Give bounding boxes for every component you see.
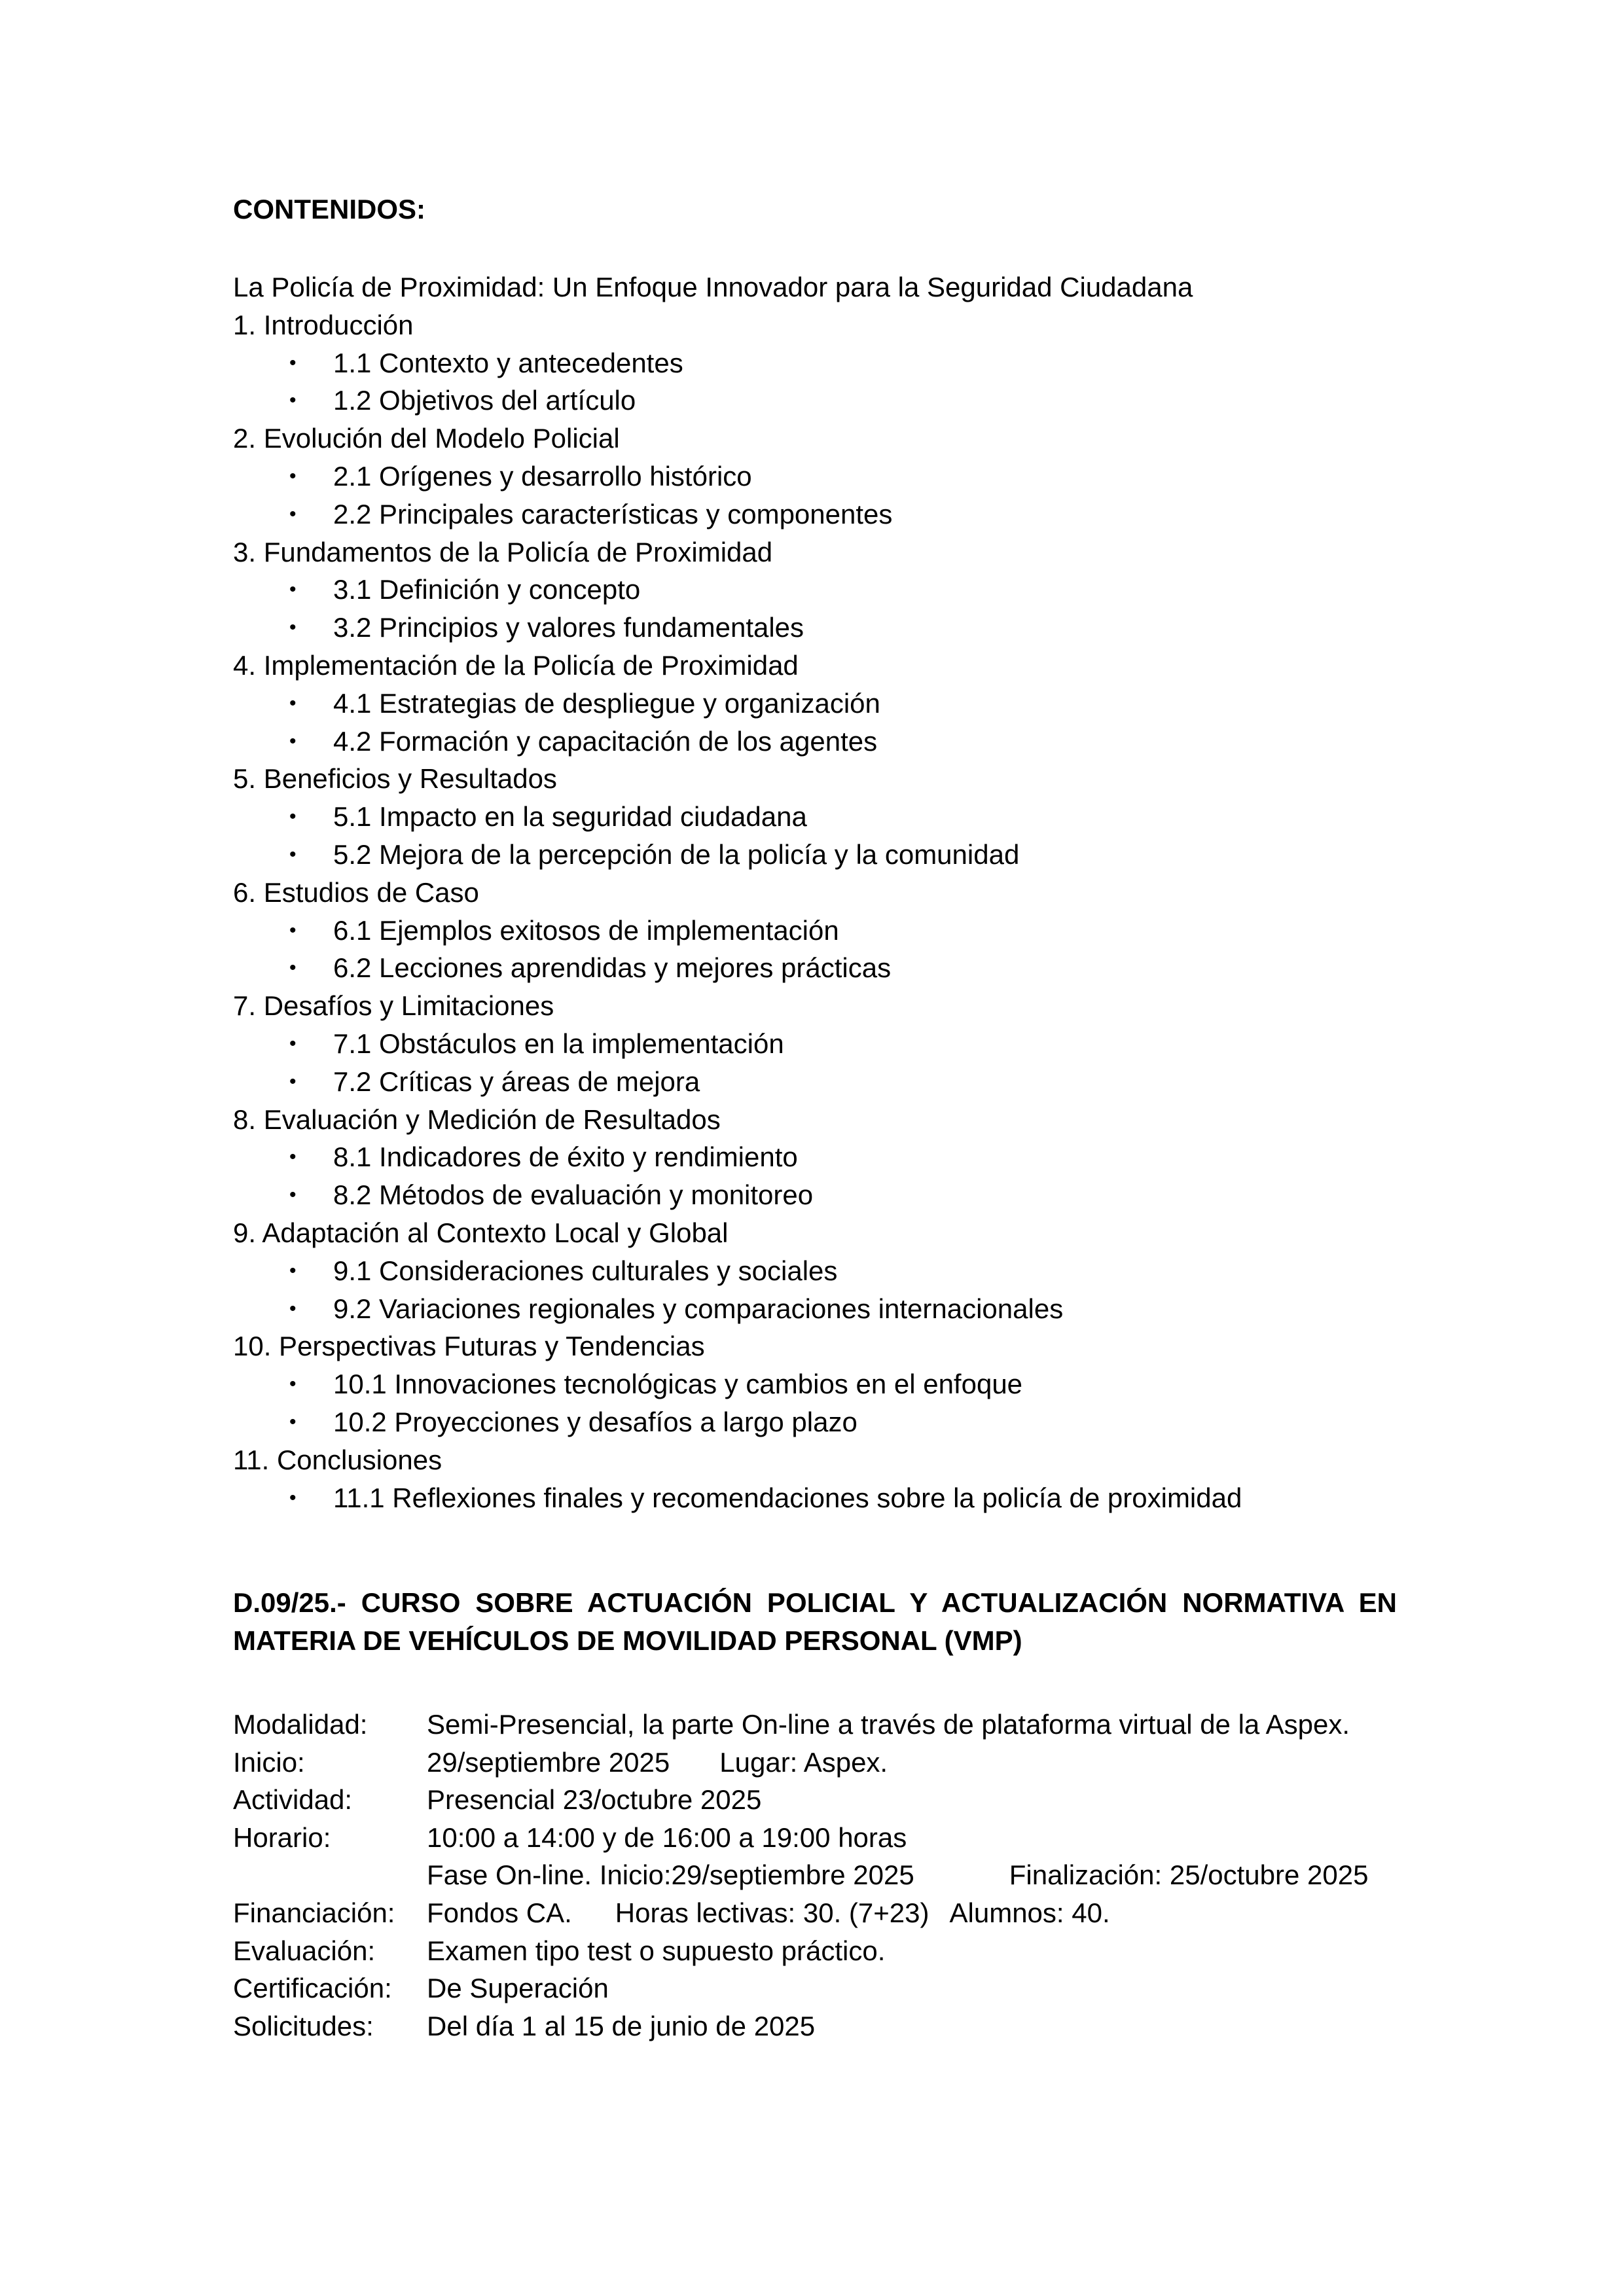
toc-list-item	[233, 1063, 1477, 1101]
bullet-icon: •	[289, 389, 297, 412]
toc-list-item	[233, 382, 1477, 420]
toc-section-title: 4. Implementación de la Policía de Proximidad	[233, 649, 799, 681]
bullet-icon: •	[289, 1259, 297, 1282]
bullet-icon: •	[289, 579, 297, 601]
toc-list-item	[233, 836, 1477, 874]
bullet-icon: •	[289, 692, 297, 714]
alumnos-value: Alumnos: 40.	[949, 1897, 1110, 1928]
actividad-value: Presencial 23/octubre 2025	[427, 1784, 762, 1816]
toc-section-title: 8. Evaluación y Medición de Resultados	[233, 1103, 721, 1135]
bullet-icon: •	[289, 1146, 297, 1168]
bullet-icon: •	[289, 617, 297, 639]
modalidad-value: Semi-Presencial, la parte On-line a través de plataforma virtual de la Aspex.	[427, 1709, 1350, 1740]
toc-list-item	[233, 912, 1477, 950]
solicitudes-label: Solicitudes:	[233, 2010, 374, 2041]
toc-section-title: 11. Conclusiones	[233, 1444, 442, 1475]
finalizacion-value: Finalización: 25/octubre 2025	[1009, 1859, 1369, 1891]
toc-section-title: 2. Evolución del Modelo Policial	[233, 423, 620, 454]
toc-section-title: 9. Adaptación al Contexto Local y Global	[233, 1217, 729, 1248]
detail-row-evaluacion	[233, 1932, 1368, 1970]
toc-list-item-label: 7.2 Críticas y áreas de mejora	[333, 1066, 700, 1097]
toc-list-item	[233, 1176, 1477, 1214]
certificacion-value: De Superación	[427, 1973, 609, 2004]
financiacion-value: Fondos CA.	[427, 1897, 572, 1928]
toc-list-item-label: 2.1 Orígenes y desarrollo histórico	[333, 460, 752, 492]
bullet-icon: •	[289, 1297, 297, 1319]
bullet-icon: •	[289, 1070, 297, 1092]
toc-list-item	[233, 798, 1477, 836]
bullet-icon: •	[289, 1184, 297, 1206]
toc-list-item-label: 4.1 Estrategias de despliegue y organización	[333, 687, 880, 719]
actividad-label: Actividad:	[233, 1784, 353, 1816]
table-of-contents	[233, 268, 1477, 1516]
bullet-icon: •	[289, 1486, 297, 1509]
evaluacion-label: Evaluación:	[233, 1935, 376, 1966]
toc-list-item	[233, 1138, 1477, 1176]
toc-list-item-label: 1.2 Objetivos del artículo	[333, 385, 636, 416]
toc-list-item	[233, 609, 1477, 647]
evaluacion-value: Examen tipo test o supuesto práctico.	[427, 1935, 886, 1966]
detail-row-solicitudes	[233, 2007, 1368, 2045]
toc-list-item-label: 5.2 Mejora de la percepción de la policía y la comunidad	[333, 838, 1020, 870]
toc-list-item-label: 5.1 Impacto en la seguridad ciudadana	[333, 801, 807, 833]
toc-list-item	[233, 1025, 1477, 1063]
detail-row-fase-online	[233, 1856, 1368, 1894]
certificacion-label: Certificación:	[233, 1973, 392, 2004]
toc-list-item	[233, 571, 1477, 609]
toc-list-item-label: 6.2 Lecciones aprendidas y mejores prácticas	[333, 952, 892, 984]
toc-list-item-label: 4.2 Formación y capacitación de los agentes	[333, 725, 878, 757]
detail-row-certificacion	[233, 1969, 1368, 2007]
toc-list-item-label: 9.1 Consideraciones culturales y sociales	[333, 1255, 838, 1286]
bullet-icon: •	[289, 957, 297, 979]
course-title: D.09/25.- CURSO SOBRE ACTUACIÓN POLICIAL Y ACTUALIZACIÓN NORMATIVA EN MATERIA DE VEHÍCULOS DE MOVILIDAD PERSONAL (VMP)	[233, 1587, 1397, 1656]
toc-list-item	[233, 949, 1477, 987]
toc-title: La Policía de Proximidad: Un Enfoque Innovador para la Seguridad Ciudadana	[233, 272, 1193, 302]
toc-list-item	[233, 723, 1477, 761]
bullet-icon: •	[289, 806, 297, 828]
inicio-label: Inicio:	[233, 1746, 305, 1778]
toc-section-title: 7. Desafíos y Limitaciones	[233, 990, 554, 1022]
detail-row-horario	[233, 1819, 1368, 1857]
bullet-icon: •	[289, 351, 297, 374]
detail-row-inicio	[233, 1744, 1368, 1782]
toc-list-item-label: 10.1 Innovaciones tecnológicas y cambios en el enfoque	[333, 1369, 1023, 1400]
financiacion-label: Financiación:	[233, 1897, 395, 1928]
toc-list-item	[233, 495, 1477, 533]
toc-list-item-label: 2.2 Principales características y componentes	[333, 498, 893, 529]
toc-list-item-label: 7.1 Obstáculos en la implementación	[333, 1028, 784, 1059]
bullet-icon: •	[289, 1410, 297, 1433]
toc-section-title: 1. Introducción	[233, 309, 414, 340]
toc-list-item	[233, 1479, 1477, 1517]
inicio-value: 29/septiembre 2025	[427, 1746, 670, 1778]
fase-online-value: Fase On-line. Inicio:29/septiembre 2025	[427, 1859, 914, 1891]
toc-list-item-label: 6.1 Ejemplos exitosos de implementación	[333, 914, 839, 946]
toc-section-title: 6. Estudios de Caso	[233, 876, 479, 908]
toc-list-item	[233, 457, 1477, 495]
toc-list-item-label: 10.2 Proyecciones y desafíos a largo plazo	[333, 1406, 857, 1437]
toc-sections	[233, 306, 1477, 1517]
toc-section-title: 3. Fundamentos de la Policía de Proximidad	[233, 536, 773, 567]
horas-value: Horas lectivas: 30. (7+23)	[615, 1897, 929, 1928]
horario-value: 10:00 a 14:00 y de 16:00 a 19:00 horas	[427, 1821, 907, 1853]
toc-list-item-label: 3.2 Principios y valores fundamentales	[333, 612, 804, 643]
toc-list-item	[233, 1365, 1477, 1403]
bullet-icon: •	[289, 1032, 297, 1054]
contents-heading: CONTENIDOS:	[233, 194, 425, 224]
bullet-icon: •	[289, 919, 297, 941]
bullet-icon: •	[289, 1373, 297, 1395]
detail-row-actividad	[233, 1781, 1368, 1819]
toc-list-item	[233, 1403, 1477, 1441]
toc-list-item-label: 1.1 Contexto y antecedentes	[333, 347, 683, 378]
modalidad-label: Modalidad:	[233, 1709, 368, 1740]
toc-list-item	[233, 685, 1477, 723]
bullet-icon: •	[289, 503, 297, 525]
toc-list-item-label: 8.2 Métodos de evaluación y monitoreo	[333, 1179, 814, 1211]
toc-list-item-label: 3.1 Definición y concepto	[333, 574, 641, 605]
horario-label: Horario:	[233, 1821, 331, 1853]
toc-list-item-label: 9.2 Variaciones regionales y comparaciones internacionales	[333, 1293, 1064, 1324]
course-details	[233, 1706, 1368, 2045]
toc-list-item	[233, 344, 1477, 382]
toc-list-item-label: 11.1 Reflexiones finales y recomendaciones sobre la policía de proximidad	[333, 1482, 1242, 1513]
detail-row-financiacion	[233, 1894, 1368, 1932]
toc-list-item-label: 8.1 Indicadores de éxito y rendimiento	[333, 1141, 798, 1173]
bullet-icon: •	[289, 843, 297, 865]
detail-row-modalidad	[233, 1706, 1368, 1744]
bullet-icon: •	[289, 465, 297, 487]
bullet-icon: •	[289, 730, 297, 752]
toc-section-title: 10. Perspectivas Futuras y Tendencias	[233, 1331, 705, 1362]
solicitudes-value: Del día 1 al 15 de junio de 2025	[427, 2010, 816, 2041]
toc-list-item	[233, 1252, 1477, 1290]
toc-list-item	[233, 1290, 1477, 1328]
toc-section-title: 5. Beneficios y Resultados	[233, 763, 557, 795]
lugar-value: Lugar: Aspex.	[719, 1746, 888, 1778]
